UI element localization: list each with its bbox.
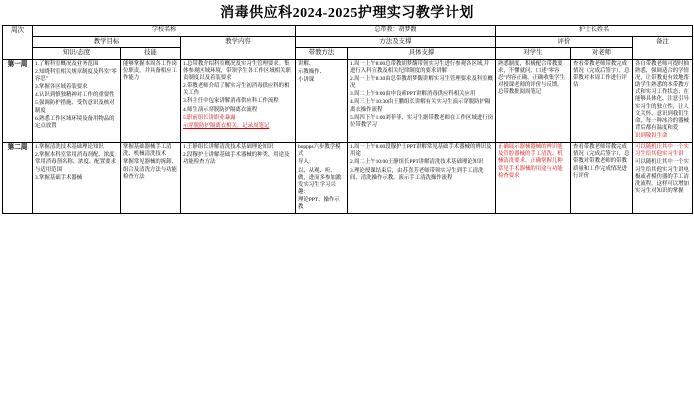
table-row <box>3 143 693 214</box>
to-student-cell <box>496 143 571 214</box>
header-school: 学校名称 <box>33 26 296 37</box>
knowledge-item: 1.了解科室概况及业务范围 <box>35 60 99 67</box>
col-knowledge: 知识/态度 <box>33 48 121 59</box>
remark-highlight: 可以随机让其中一个实习生给其他实习生讲 <box>635 144 689 158</box>
to-teacher-cell <box>571 143 633 214</box>
header-director-value: 胡梦馥 <box>398 27 417 33</box>
knowledge-cell <box>33 59 121 142</box>
content-highlight-note: 示穿脱防护隔离衣相关。记录周笔记 <box>183 122 270 129</box>
header-director-label: 总带教： <box>374 27 399 33</box>
support-item: 3.周二上午9:00由申良索PPT讲解消毒供应科相关应用 <box>350 91 476 98</box>
to-student-item: 正确展示器械器械的辨识能及管腔器械的手工清洗、机械清洗要求，正确掌握几种常见手术器械的用途与功能检查要求 <box>498 144 563 179</box>
col-remark: 备注 <box>633 36 693 59</box>
method-item: 以、从观、听、做，进而多参加激发实习生学习兴趣： <box>298 167 342 195</box>
method-item: boppps六步教学模式 <box>298 144 341 158</box>
remark-item: 各自带教老师可提时抽熟悉，强调适合的学情况，让带教更有效地帮助学生熟悉的本带教方式和实习工作状态；在能够具体化、注意引导实习生的独立性，让人文关怀、意识到我们生命，每一种冰冷的器械背后都有温度和爱 <box>635 60 689 131</box>
knowledge-item: 2.知晓科室相关规章制度及科室"零容忍" <box>35 68 117 83</box>
knowledge-item: 3.掌握基础手术器械 <box>35 174 83 181</box>
knowledge-item: 2.掌握本科室常用消毒剂配、浓度常用消毒剂名称、浓度、配置要求与适用范围 <box>35 152 116 173</box>
support-item: 4.周三上午10:30由王鹏组长讲解有关实习生演示穿脱防护隔离衣操作流程 <box>350 99 491 113</box>
method-item: 理论PPT、操作示教 <box>298 197 340 211</box>
support-item: 5.周四下午1:00刘菲菲、实习生据带教老师在工作区域进行岗位带教学习 <box>350 114 494 128</box>
week-label: 第二周 <box>7 144 28 152</box>
remark-cell <box>633 143 693 214</box>
method-cell <box>296 143 348 214</box>
table-header-group-row <box>3 36 693 47</box>
to-teacher-item: 查看带教老师带教完成情况（完成后签字），总带教对带教老师的带教质量和工作完成情况进行评价 <box>573 144 630 179</box>
page-title: 消毒供应科2024-2025护理实习教学计划 <box>220 6 474 21</box>
teaching-plan-table <box>2 25 693 214</box>
knowledge-item: 6.熟悉工作区域环境及备用物品的定点放置 <box>35 115 115 129</box>
content-item: 1.总带教介绍科室概况及实习生管理要求。集体参观区域环境，带领学生各工作区域相关职责制度以及着装要求 <box>183 60 291 82</box>
skill-cell <box>121 143 181 214</box>
support-item: 2.周二上午10:00王静组长PPT讲解清洗技术基础理论知识 <box>350 159 484 166</box>
col-objective-group: 教学目标 <box>33 36 181 47</box>
col-skill: 技能 <box>121 48 181 59</box>
table-header-sub-row <box>3 48 693 59</box>
table-header-school-row <box>3 26 693 37</box>
knowledge-item: 1.掌握清洗技术基础理论知识 <box>35 144 104 151</box>
content-cell <box>181 143 296 214</box>
skill-item: 能够掌握本周各工作岗位职责，并具备相应工作能力 <box>123 60 177 82</box>
header-week-label: 周次 <box>3 26 33 60</box>
support-cell <box>348 143 496 214</box>
content-item: 3.科主任中包家讲解消毒供应科工作流程 <box>183 98 279 105</box>
method-item: 导入： <box>298 159 315 166</box>
method-item: 讲解、 <box>298 60 315 67</box>
remark-cell <box>633 59 693 142</box>
skill-item: 掌握常见器械的拆卸、组合及清洗方法与功能检查方法 <box>123 159 177 180</box>
col-to-teacher: 对老师 <box>571 48 633 59</box>
method-item: 示教操作、 <box>298 68 325 75</box>
method-item: 小讲课 <box>298 77 315 84</box>
knowledge-item: 3.掌握各区域着装要求 <box>35 84 88 91</box>
content-cell <box>181 59 296 142</box>
week-label: 第一周 <box>7 60 28 68</box>
knowledge-item: 4.认识到慎独精神对工作的重要性 <box>35 92 115 99</box>
support-cell <box>348 59 496 142</box>
to-teacher-item: 查看带教老师带教完成情况（完成后签字），总带教对本周工作进行评估 <box>573 60 630 89</box>
knowledge-cell <box>33 143 121 214</box>
col-method: 带教方法 <box>296 48 348 59</box>
remark-item: 可以随机让其中一个实习生给其他实习生讲电极或者模仿器的手工清洗流程，这样可以增加实习生对知识的掌握 <box>635 159 689 194</box>
support-item: 3.理论授课结束后，由苏喜芳老师带领实习生到手工清洗间、清洗操作示教，演示手工清洗操作流程 <box>350 167 484 181</box>
content-item: 2.带教老师介绍了解实习生初消毒供应科的相关工作 <box>183 83 290 97</box>
skill-item: 掌握基础器械手工清洗、机械清洗技术 <box>123 144 172 158</box>
content-item-highlight: 5.职前组长讲职业暴露 <box>183 114 236 121</box>
table-row <box>3 59 693 142</box>
col-support: 具体支撑 <box>348 48 496 59</box>
method-cell <box>296 59 348 142</box>
support-item: 1.周一上午8:00段穆护士PPT讲解常见基础手术器械的辨识及用途 <box>350 144 492 158</box>
to-student-cell <box>496 59 571 142</box>
week-cell <box>3 59 33 142</box>
col-to-student: 对学生 <box>496 48 571 59</box>
to-teacher-cell <box>571 59 633 142</box>
support-item: 1.周一上午8:00总带教胡梦馥带领实习生进行参观各区域,并进行入科宣教及相关纪律制度的要求讲解 <box>350 60 489 74</box>
support-item: 2.周一上午8:30由总带教胡梦馥讲解实习生管理要求及科室概况 <box>350 76 494 90</box>
remark-highlight: 识到敬畏生命 <box>635 133 668 140</box>
to-student-item: 熟悉制度，积极配合带教要求，不懂就问，口述"零容忍"内容正确，正确收集学生对授课老师的评价与反馈。总带教批阅周笔记 <box>498 60 565 96</box>
col-evaluation-group: 评价 <box>496 36 633 47</box>
content-item: 4.师生演示穿脱防护隔离衣流程 <box>183 106 258 113</box>
content-item: 1.王静组长讲解清洗技术基础理论知识 <box>183 144 274 151</box>
header-director <box>296 26 496 37</box>
skill-cell <box>121 59 181 142</box>
week-cell <box>3 143 33 214</box>
col-content: 教学内容 <box>181 36 296 59</box>
knowledge-item: 5.强调防护措施、受伤意识及核对制度 <box>35 100 115 114</box>
col-method-group: 方法及支撑 <box>296 36 496 47</box>
content-item: 2.段穆护士讲解基础手术器械的种类、用途及功能检查方法 <box>183 152 290 166</box>
header-headnurse: 护士长姓名 <box>496 26 693 37</box>
